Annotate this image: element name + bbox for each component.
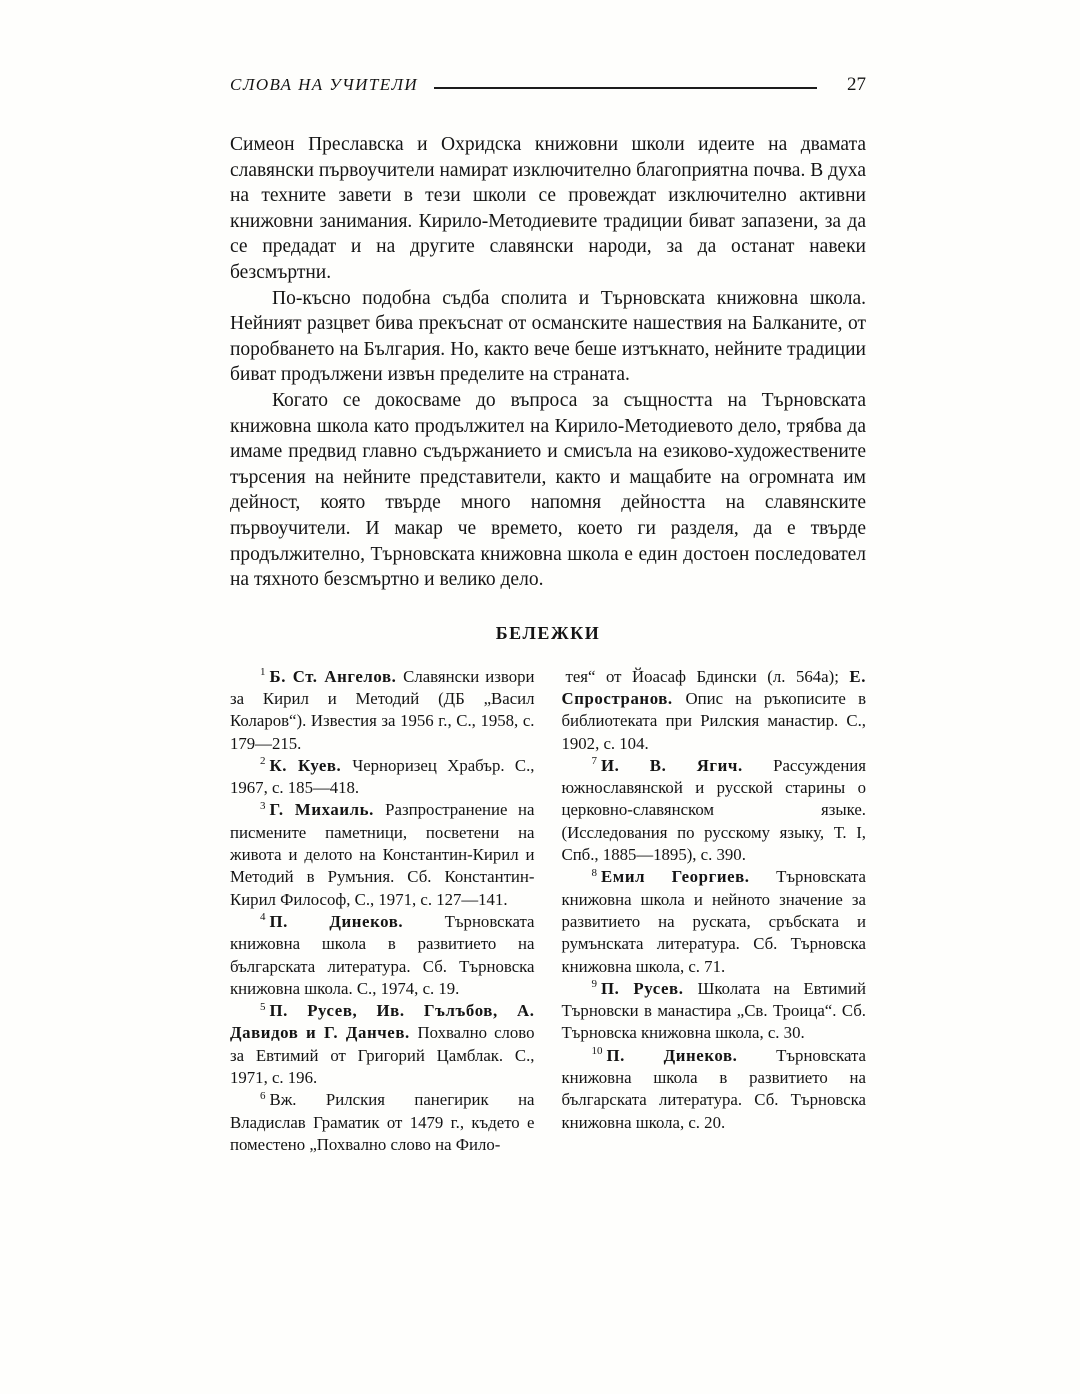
- footnote-number: 4: [260, 911, 266, 924]
- body-text: [230, 132, 866, 593]
- footnote-number: 5: [260, 1000, 266, 1013]
- footnote-author: Емил Георгиев.: [601, 867, 777, 887]
- footnote-author: П. Динеков.: [606, 1045, 777, 1065]
- footnote: [230, 911, 535, 1000]
- footnote-text: Търновската книжовна школа в развитието на българската литература. Сб. Търновска книжовна школа. С., 1974, с. 19.: [230, 911, 535, 998]
- page-header: [230, 74, 866, 96]
- header-rule: [434, 87, 817, 89]
- footnote-number: 1: [260, 666, 266, 679]
- footnote-author: Б. Ст. Ангелов.: [269, 666, 404, 686]
- notes-heading: БЕЛЕЖКИ: [495, 622, 601, 643]
- footnote-text: Търновската книжовна школа и нейното значение за развитието на руската, сръбската и румънската литература. Сб. Търновска книжовна школа, с. 71.: [561, 867, 866, 976]
- footnote: [562, 755, 867, 866]
- footnote: [230, 799, 535, 910]
- paragraph: Симеон Преславска и Охридска книжовни школи идеите на двамата славянски първоучители намират изключително благоприятна почва. В духа на техните завети в тези школи се провеждат изключително активни книжовни занимания. Кирило-Методиевите традиции биват запазени, за да се предадат и на другите славянски народи, за да останат навеки безсмъртни.: [230, 134, 866, 283]
- footnote-text: Похвално слово за Евтимий от Григорий Цамблак. С., 1971, с. 196.: [230, 1023, 535, 1088]
- footnote-number: 2: [260, 755, 266, 768]
- footnote-text: Разпространение на писмените паметници, посветени на живота и делото на Константин-Кирил и Методий в Румъния. Сб. Константин-Кирил Философ, С., 1971, с. 127—141.: [230, 800, 535, 909]
- footnote-number: 7: [591, 755, 597, 768]
- footnote: [230, 1089, 535, 1156]
- notes-column-right: [562, 666, 867, 1157]
- footnote-text: Черноризец Храбър. С., 1967, с. 185—418.: [230, 755, 535, 798]
- footnote-author: П. Русев.: [601, 978, 698, 998]
- footnote-text: Рассуждения южнославянской и русской старины о церковно-славянском языке. (Исследования по русскому языку, Т. I, Спб., 1885—1895), с. 390.: [561, 755, 866, 865]
- footnote: [230, 755, 535, 800]
- footnote: [562, 1045, 867, 1134]
- footnote-author: Е. Спространов.: [561, 666, 866, 708]
- footnote: [562, 978, 867, 1045]
- footnote: [230, 666, 535, 755]
- footnote-author: П. Динеков.: [269, 911, 445, 931]
- footnote-number: 9: [591, 978, 597, 991]
- footnote-author: Г. Михаиль.: [269, 800, 386, 820]
- running-title: СЛОВА НА УЧИТЕЛИ: [230, 75, 419, 94]
- footnote-number: 8: [591, 866, 597, 879]
- page-content: [230, 74, 866, 1156]
- footnote-text: Търновската книжовна школа в развитието на българската литература. Сб. Търновска книжовна школа, с. 20.: [561, 1045, 866, 1132]
- footnote: [230, 1000, 535, 1089]
- footnote: [562, 866, 867, 977]
- footnote-text: Школата на Евтимий Търновски в манастира „Св. Троица“. Сб. Търновска книжовна школа, с. 30.: [561, 978, 866, 1043]
- footnote-number: 3: [260, 799, 266, 812]
- footnote-text: Славянски извори за Кирил и Методий (ДБ „Васил Коларов“). Известия за 1956 г., С., 1958, с. 179—215.: [230, 666, 535, 753]
- notes-section: [230, 666, 866, 1157]
- footnote-author: И. В. Ягич.: [601, 755, 774, 775]
- footnote-author: П. Русев, Ив. Гълъбов, А. Давидов и Г. Данчев.: [230, 1001, 535, 1043]
- footnote-author: К. Куев.: [269, 755, 353, 775]
- page-number: 27: [847, 74, 866, 95]
- notes-column-left: [230, 666, 535, 1157]
- footnote-number: 10: [591, 1045, 603, 1058]
- footnote-continuation: [562, 666, 867, 755]
- footnote-number: 6: [260, 1089, 266, 1102]
- paragraph: По-късно подобна съдба сполита и Търновската книжовна школа. Нейният разцвет бива прекъснат от османските нашествия на Балканите, от поробването на България. Но, както вече беше изтъкнато, нейните традиции биват продължени извън пределите на страната.: [230, 287, 866, 386]
- footnote-text: Опис на ръкописите в библиотеката при Рилския манастир. С., 1902, с. 104.: [561, 688, 866, 753]
- footnote-pre: Вж. Рилския панегирик на Владислав Граматик от 1479 г., където е поместено „Похвално слово на Фило-: [230, 1090, 535, 1154]
- paragraph: Когато се докосваме до въпроса за същността на Търновската книжовна школа като продължител на Кирило-Методиевото дело, трябва да имаме предвид главно съдържанието и смисъла на езиково-художествените търсения на нейните представители, както и мащабите на огромната им дейност, която твърде много напомня дейността на славянските първоучители. И макар че времето, което ги разделя, да е твърде продължително, Търновската книжовна школа е един достоен последовател на тяхното безсмъртно и велико дело.: [230, 389, 866, 591]
- footnote-pre: тея“ от Йоасаф Бдински (л. 564а);: [565, 666, 850, 686]
